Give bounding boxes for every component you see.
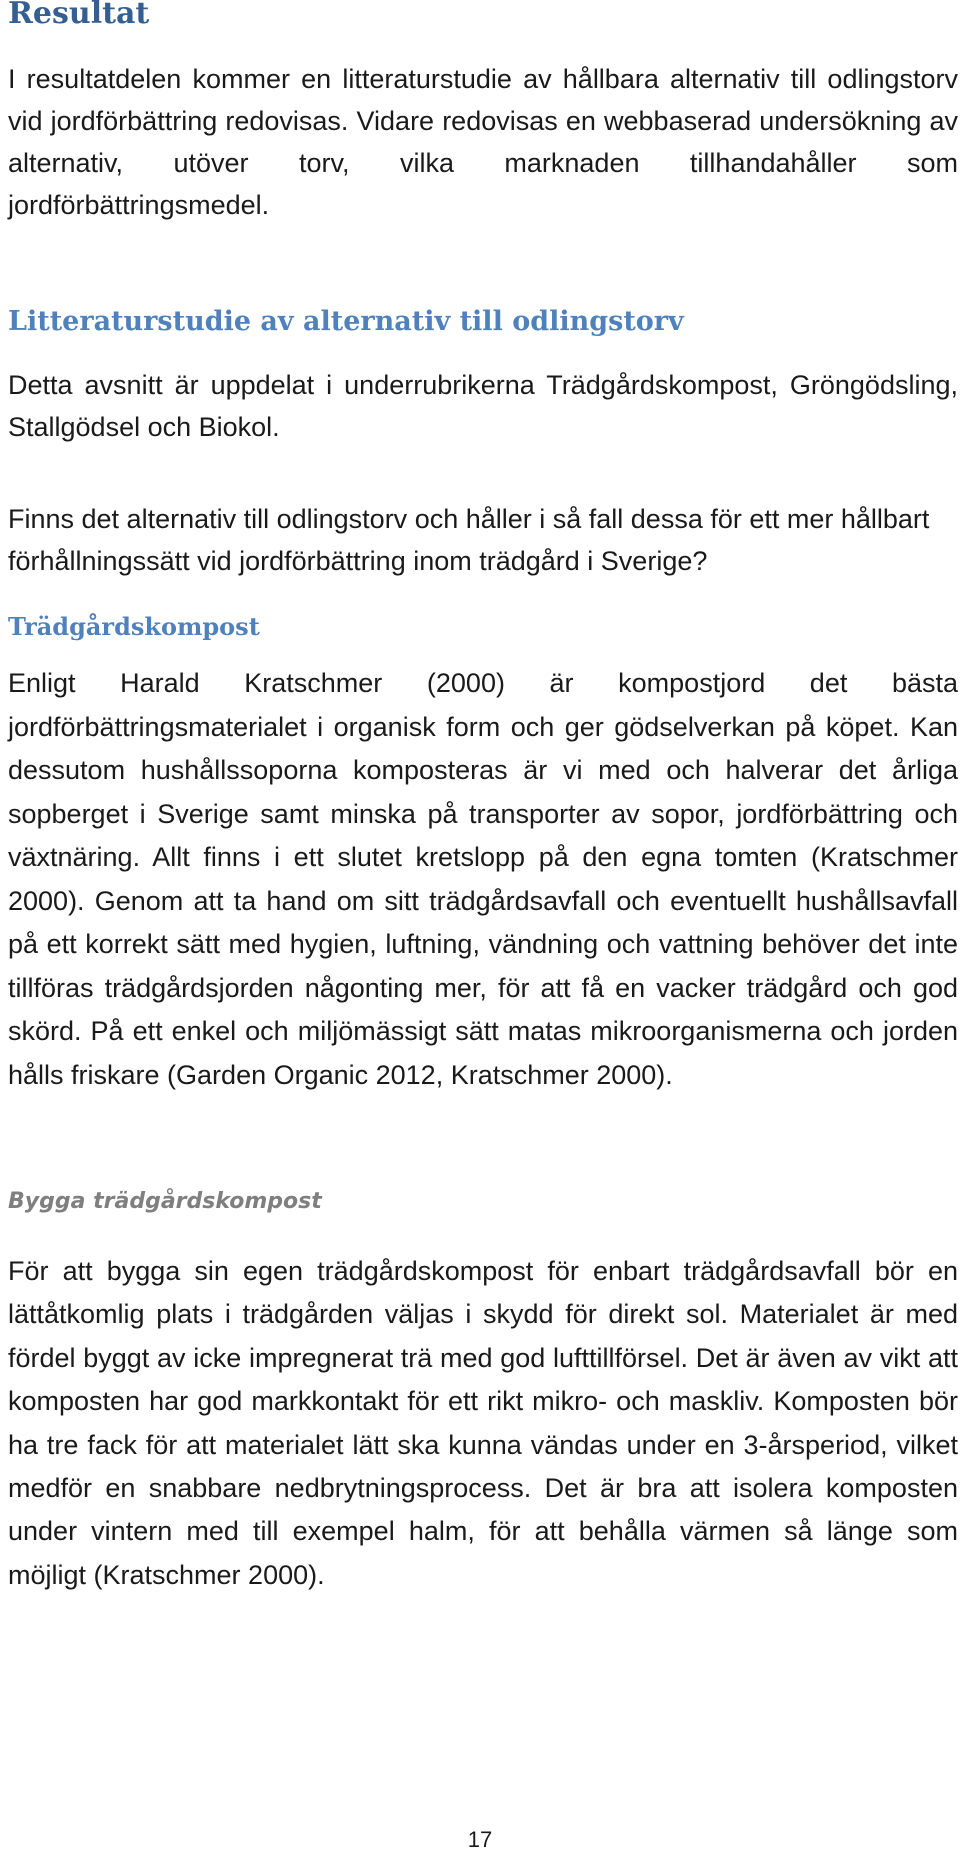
heading-tradgardskompost: Trädgårdskompost (8, 612, 260, 641)
page-number: 17 (467, 1827, 493, 1852)
paragraph-bygga: För att bygga sin egen trädgårdskompost för enbart trädgårdsavfall bör en lättåtkomlig plats i trädgården väljas i skydd för direkt sol. Materialet är med fördel byggt av icke impregnerat trä med god lufttillförsel. Det är även av vikt att komposten har god markkontakt för ett rikt mikro- och maskliv. Komposten bör ha tre fack för att materialet lätt ska kunna vändas under en 3-årsperiod, vilket medför en snabbare nedbrytningsprocess. Det är bra att isolera komposten under vintern med till exempel halm, för att behålla värmen så länge som möjligt (Kratschmer 2000). (8, 1256, 958, 1590)
heading-bygga-tradgardskompost: Bygga trädgårdskompost (8, 1189, 322, 1214)
heading-litteraturstudie: Litteraturstudie av alternativ till odlingstorv (8, 306, 684, 337)
heading-resultat: Resultat (8, 0, 150, 31)
paragraph-fraga: Finns det alternativ till odlingstorv och håller i så fall dessa för ett mer hållbart förhållningssätt vid jordförbättring inom trädgård i Sverige? (8, 504, 930, 576)
paragraph-intro: I resultatdelen kommer en litteraturstudie av hållbara alternativ till odlingstorv vid jordförbättring redovisas. Vidare redovisas en webbaserad undersökning av alternativ, utöver torv, vilka marknaden tillhandahåller som jordförbättringsmedel. (8, 64, 958, 220)
paragraph-avsnitt: Detta avsnitt är uppdelat i underrubrikerna Trädgårdskompost, Gröngödsling, Stallgödsel och Biokol. (8, 370, 958, 442)
paragraph-kompost: Enligt Harald Kratschmer (2000) är kompostjord det bästa jordförbättringsmaterialet i organisk form och ger gödselverkan på köpet. Kan dessutom hushållssoporna komposteras är vi med och halverar det årliga sopberget i Sverige samt minska på transporter av sopor, jordförbättring och växtnäring. Allt finns i ett slutet kretslopp på den egna tomten (Kratschmer 2000). Genom att ta hand om sitt trädgårdsavfall och eventuellt hushållsavfall på ett korrekt sätt med hygien, luftning, vändning och vattning behöver det inte tillföras trädgårdsjorden någonting mer, för att få en vacker trädgård och god skörd. På ett enkel och miljömässigt sätt matas mikroorganismerna och jorden hålls friskare (Garden Organic 2012, Kratschmer 2000). (8, 668, 958, 1090)
